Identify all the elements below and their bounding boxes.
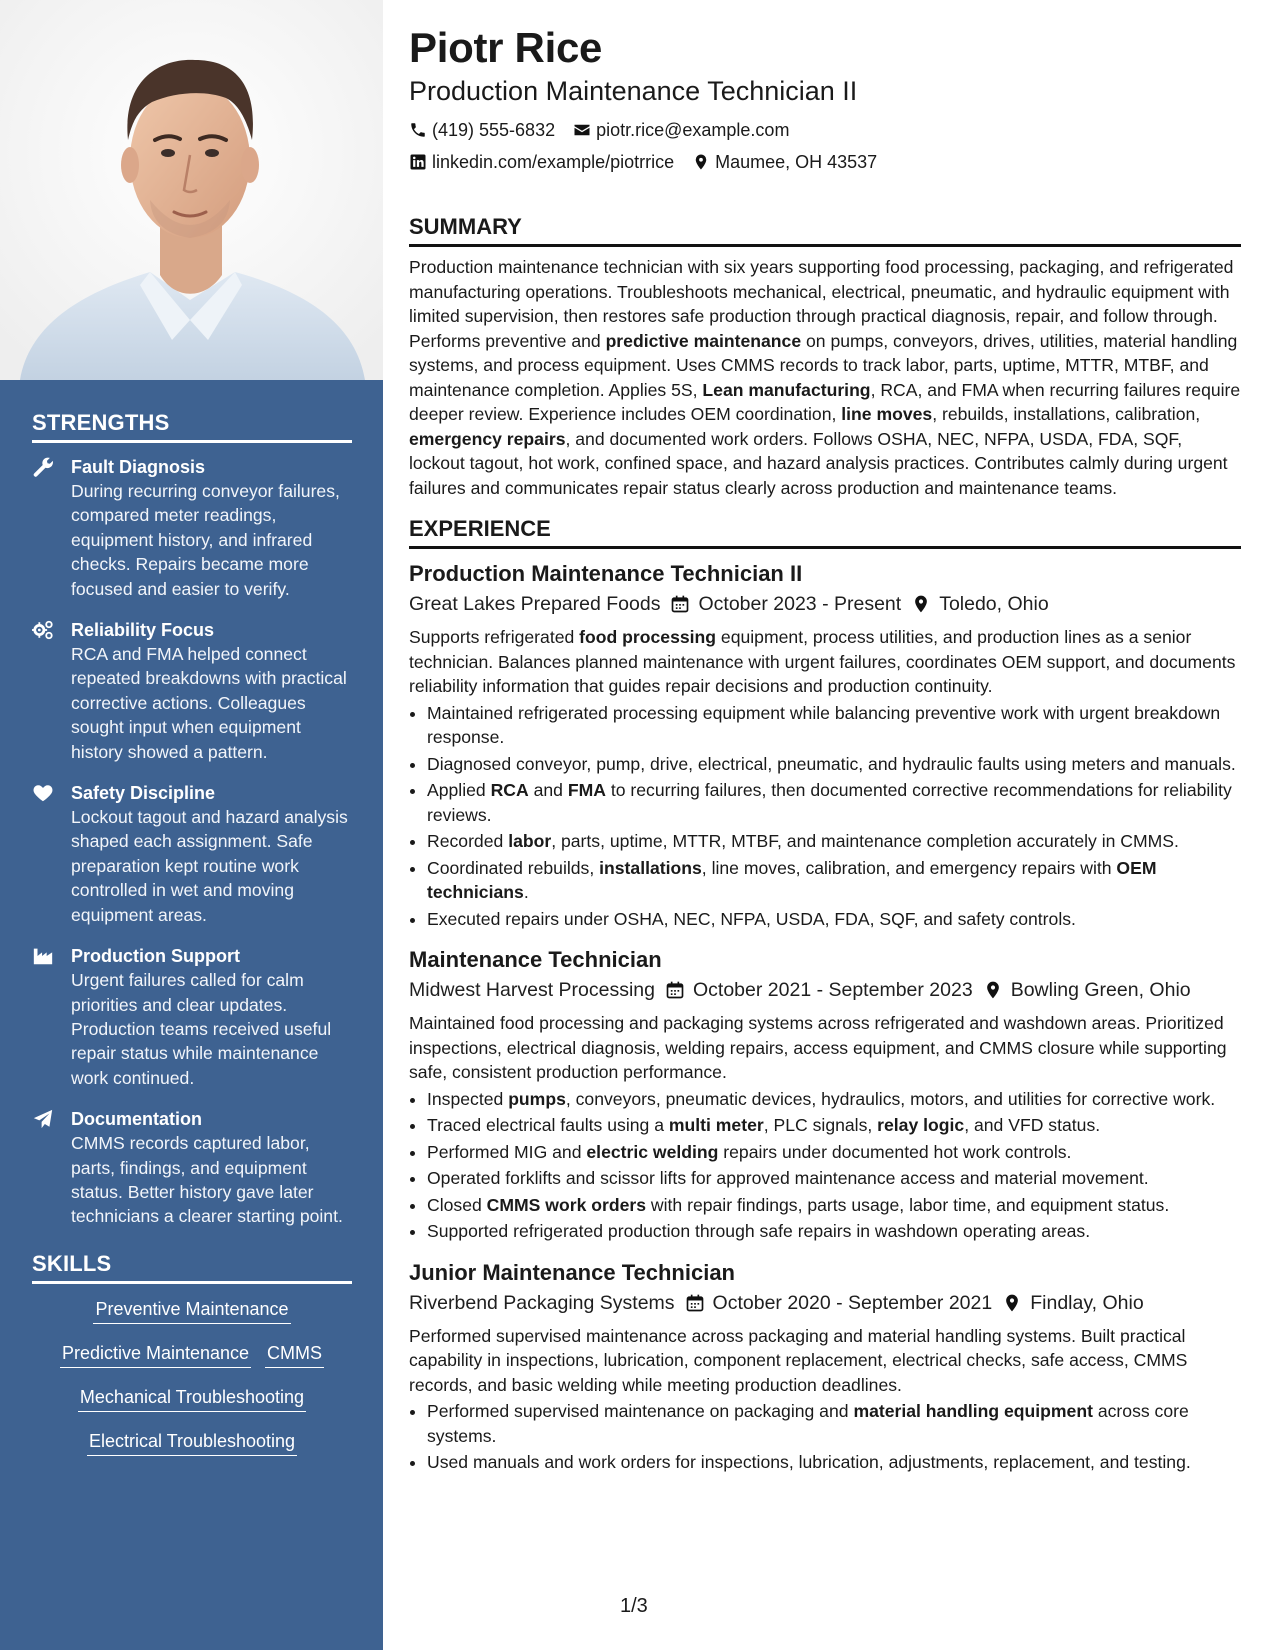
summary-heading: SUMMARY	[409, 214, 1241, 247]
bold-keyword: OEM technicians	[427, 857, 1157, 902]
strength-item	[32, 944, 352, 1090]
job-location: Bowling Green, Ohio	[1010, 979, 1191, 1001]
profile-photo-illustration	[0, 0, 383, 380]
location-contact	[692, 146, 877, 178]
job-role: Junior Maintenance Technician	[409, 1259, 735, 1285]
bold-keyword: material handling equipment	[853, 1401, 1093, 1421]
experience-heading: EXPERIENCE	[409, 516, 1241, 549]
job-company: Great Lakes Prepared Foods	[409, 593, 661, 615]
contact-row	[409, 114, 1241, 146]
strength-title: Safety Discipline	[71, 783, 216, 804]
bold-keyword: labor	[508, 831, 552, 851]
paper-plane-icon	[32, 1108, 54, 1130]
job-bullet: • Recorded labor, parts, uptime, MTTR, MTBF, and maintenance completion accurately in CMMS.	[427, 829, 1241, 854]
bold-keyword: predictive maintenance	[605, 330, 802, 351]
bold-keyword: emergency repairs	[409, 428, 566, 449]
skill-tag: Predictive Maintenance	[60, 1342, 251, 1368]
bold-keyword: food processing	[579, 627, 717, 647]
email-contact[interactable]	[573, 114, 789, 146]
phone-contact[interactable]	[409, 114, 555, 146]
location-text: Maumee, OH 43537	[715, 152, 878, 172]
calendar-icon	[665, 980, 685, 1000]
job-entry	[409, 559, 1241, 931]
skills-list	[32, 1298, 352, 1456]
strength-title: Reliability Focus	[71, 620, 215, 641]
strength-item	[32, 1107, 352, 1229]
job-meta	[409, 975, 1241, 1005]
job-bullet: • Inspected pumps, conveyors, pneumatic devices, hydraulics, motors, and utilities for corrective work.	[427, 1087, 1241, 1112]
strength-item	[32, 781, 352, 927]
page-number: 1/3	[620, 1595, 648, 1617]
strength-description: Lockout tagout and hazard analysis shaped each assignment. Safe preparation kept routine work controlled in wet and moving equipment areas.	[71, 807, 348, 925]
strength-title: Production Support	[71, 946, 240, 967]
job-bullets	[409, 1399, 1241, 1475]
sidebar	[0, 0, 383, 1650]
job-dates: October 2020 - September 2021	[712, 1291, 993, 1314]
map-pin-icon	[983, 980, 1003, 1000]
linkedin-text: linkedin.com/example/piotrrice	[432, 152, 675, 172]
job-bullet: • Performed supervised maintenance on packaging and material handling equipment across core systems.	[427, 1399, 1241, 1448]
job-company: Riverbend Packaging Systems	[409, 1291, 675, 1314]
industry-icon	[32, 945, 54, 967]
job-description: Performed supervised maintenance across packaging and material handling systems. Built practical capability in inspections, lubrication, component replacement, electrical checks, safe access, CMMS records, and basic welding while meeting production deadlines.	[409, 1325, 1188, 1395]
job-bullet: • Performed MIG and electric welding repairs under documented hot work controls.	[427, 1140, 1241, 1165]
heart-icon	[32, 782, 54, 804]
strengths-list	[32, 455, 352, 1229]
bold-keyword: CMMS work orders	[486, 1194, 647, 1215]
candidate-title: Production Maintenance Technician II	[409, 76, 858, 106]
job-bullet: • Coordinated rebuilds, installations, line moves, calibration, and emergency repairs with OEM technicians.	[427, 856, 1241, 905]
map-pin-icon	[911, 594, 931, 614]
map-pin-icon	[692, 153, 710, 171]
job-bullet: • Diagnosed conveyor, pump, drive, electrical, pneumatic, and hydraulic faults using meters and manuals.	[427, 752, 1241, 777]
job-entry	[409, 1258, 1241, 1475]
job-role: Production Maintenance Technician II	[409, 561, 803, 586]
job-bullet: • Closed CMMS work orders with repair findings, parts usage, labor time, and equipment status.	[427, 1193, 1241, 1218]
email-text: piotr.rice@example.com	[596, 120, 790, 140]
job-location: Toledo, Ohio	[939, 593, 1049, 615]
job-dates: October 2021 - September 2023	[693, 979, 973, 1001]
job-bullet: • Applied RCA and FMA to recurring failures, then documented corrective recommendations for reliability reviews.	[427, 778, 1241, 827]
calendar-icon	[670, 594, 690, 614]
job-bullet: • Maintained refrigerated processing equipment while balancing preventive work with urgent breakdown response.	[427, 701, 1241, 750]
job-meta	[409, 1288, 1241, 1318]
linkedin-icon	[409, 153, 427, 171]
job-description: Supports refrigerated food processing equipment, process utilities, and production lines as a senior technician. Balances planned maintenance with urgent failures, coordinates OEM support, and documents reliability information that guides repair decisions and production continuity.	[409, 627, 1236, 696]
candidate-name: Piotr Rice	[409, 24, 603, 71]
main-content	[409, 22, 1241, 1477]
bold-keyword: multi meter	[668, 1115, 764, 1135]
skill-tag: Electrical Troubleshooting	[87, 1430, 297, 1456]
job-location: Findlay, Ohio	[1030, 1291, 1144, 1314]
skill-tag: Mechanical Troubleshooting	[78, 1386, 306, 1412]
job-bullet: • Used manuals and work orders for inspections, lubrication, adjustments, replacement, and testing.	[427, 1450, 1241, 1475]
job-bullet: • Supported refrigerated production through safe repairs in washdown operating areas.	[427, 1219, 1241, 1244]
job-bullet: • Operated forklifts and scissor lifts for approved maintenance access and material movement.	[427, 1166, 1241, 1191]
bold-keyword: relay logic	[877, 1115, 965, 1135]
bold-keyword: electric welding	[586, 1141, 719, 1162]
job-entry	[409, 945, 1241, 1244]
strength-title: Fault Diagnosis	[71, 457, 206, 477]
bold-keyword: line moves	[841, 404, 933, 424]
strength-item	[32, 618, 352, 764]
job-role: Maintenance Technician	[409, 947, 662, 972]
job-bullet: • Traced electrical faults using a multi meter, PLC signals, relay logic, and VFD status.	[427, 1113, 1241, 1138]
bold-keyword: pumps	[508, 1088, 566, 1109]
summary-text: Production maintenance technician with six years supporting food processing, packaging, and refrigerated manufacturing operations. Troubleshoots mechanical, electrical, pneumatic, and hydraulic equipment with limited supervision, then restores safe production through practical diagnosis, repair, and follow through. Performs preventive and predictive maintenance on pumps, conveyors, drives, utilities, material handling systems, and process equipment. Uses CMMS records to track labor, parts, uptime, MTTR, MTBF, and maintenance completion. Applies 5S, Lean manufacturing, RCA, and FMA when recurring failures require deeper review. Experience includes OEM coordination, line moves, rebuilds, installations, calibration, emergency repairs, and documented work orders. Follows OSHA, NEC, NFPA, USDA, FDA, SQF, lockout tagout, hot work, confined space, and hazard analysis practices. Contributes calmly during urgent failures and communicates repair status clearly across production and maintenance teams.	[409, 257, 1241, 498]
bold-keyword: Lean manufacturing	[702, 379, 871, 400]
job-description: Maintained food processing and packaging systems across refrigerated and washdown areas. Prioritized inspections, electrical diagnosis, welding repairs, access equipment, and CMMS closure while supporting safe, consistent production performance.	[409, 1013, 1227, 1082]
skill-tag: CMMS	[265, 1342, 324, 1368]
wrench-icon	[32, 456, 54, 478]
profile-photo	[0, 0, 383, 380]
skills-heading: SKILLS	[32, 1251, 352, 1284]
strength-item	[32, 455, 352, 601]
job-dates: October 2023 - Present	[698, 593, 902, 615]
strength-title: Documentation	[71, 1109, 203, 1130]
job-bullets	[409, 1087, 1241, 1244]
bold-keyword: FMA	[567, 780, 606, 800]
linkedin-contact[interactable]	[409, 146, 674, 178]
calendar-icon	[685, 1293, 705, 1313]
map-pin-icon	[1002, 1293, 1022, 1313]
bold-keyword: installations	[599, 857, 702, 878]
envelope-icon	[573, 121, 591, 139]
skill-tag: Preventive Maintenance	[93, 1298, 290, 1324]
job-company: Midwest Harvest Processing	[409, 979, 655, 1001]
phone-icon	[409, 121, 427, 139]
sidebar-content	[32, 410, 352, 1474]
bold-keyword: RCA	[490, 780, 529, 800]
strengths-heading: STRENGTHS	[32, 410, 352, 443]
contact-row-2	[409, 146, 1241, 178]
job-bullets	[409, 701, 1241, 932]
job-meta	[409, 589, 1241, 619]
strength-description: CMMS records captured labor, parts, findings, and equipment status. Better history gave later technicians a clearer starting point.	[71, 1133, 343, 1227]
job-bullet: • Executed repairs under OSHA, NEC, NFPA, USDA, FDA, SQF, and safety controls.	[427, 907, 1241, 932]
phone-text: (419) 555-6832	[432, 120, 556, 140]
gears-icon	[32, 619, 54, 641]
strength-description: During recurring conveyor failures, compared meter readings, equipment history, and infrared checks. Repairs became more focused and easier to verify.	[71, 481, 340, 599]
strength-description: Urgent failures called for calm priorities and clear updates. Production teams received useful repair status while maintenance work continued.	[71, 970, 332, 1088]
strength-description: RCA and FMA helped connect repeated breakdowns with practical corrective actions. Colleagues sought input when equipment history showed a pattern.	[71, 644, 347, 762]
